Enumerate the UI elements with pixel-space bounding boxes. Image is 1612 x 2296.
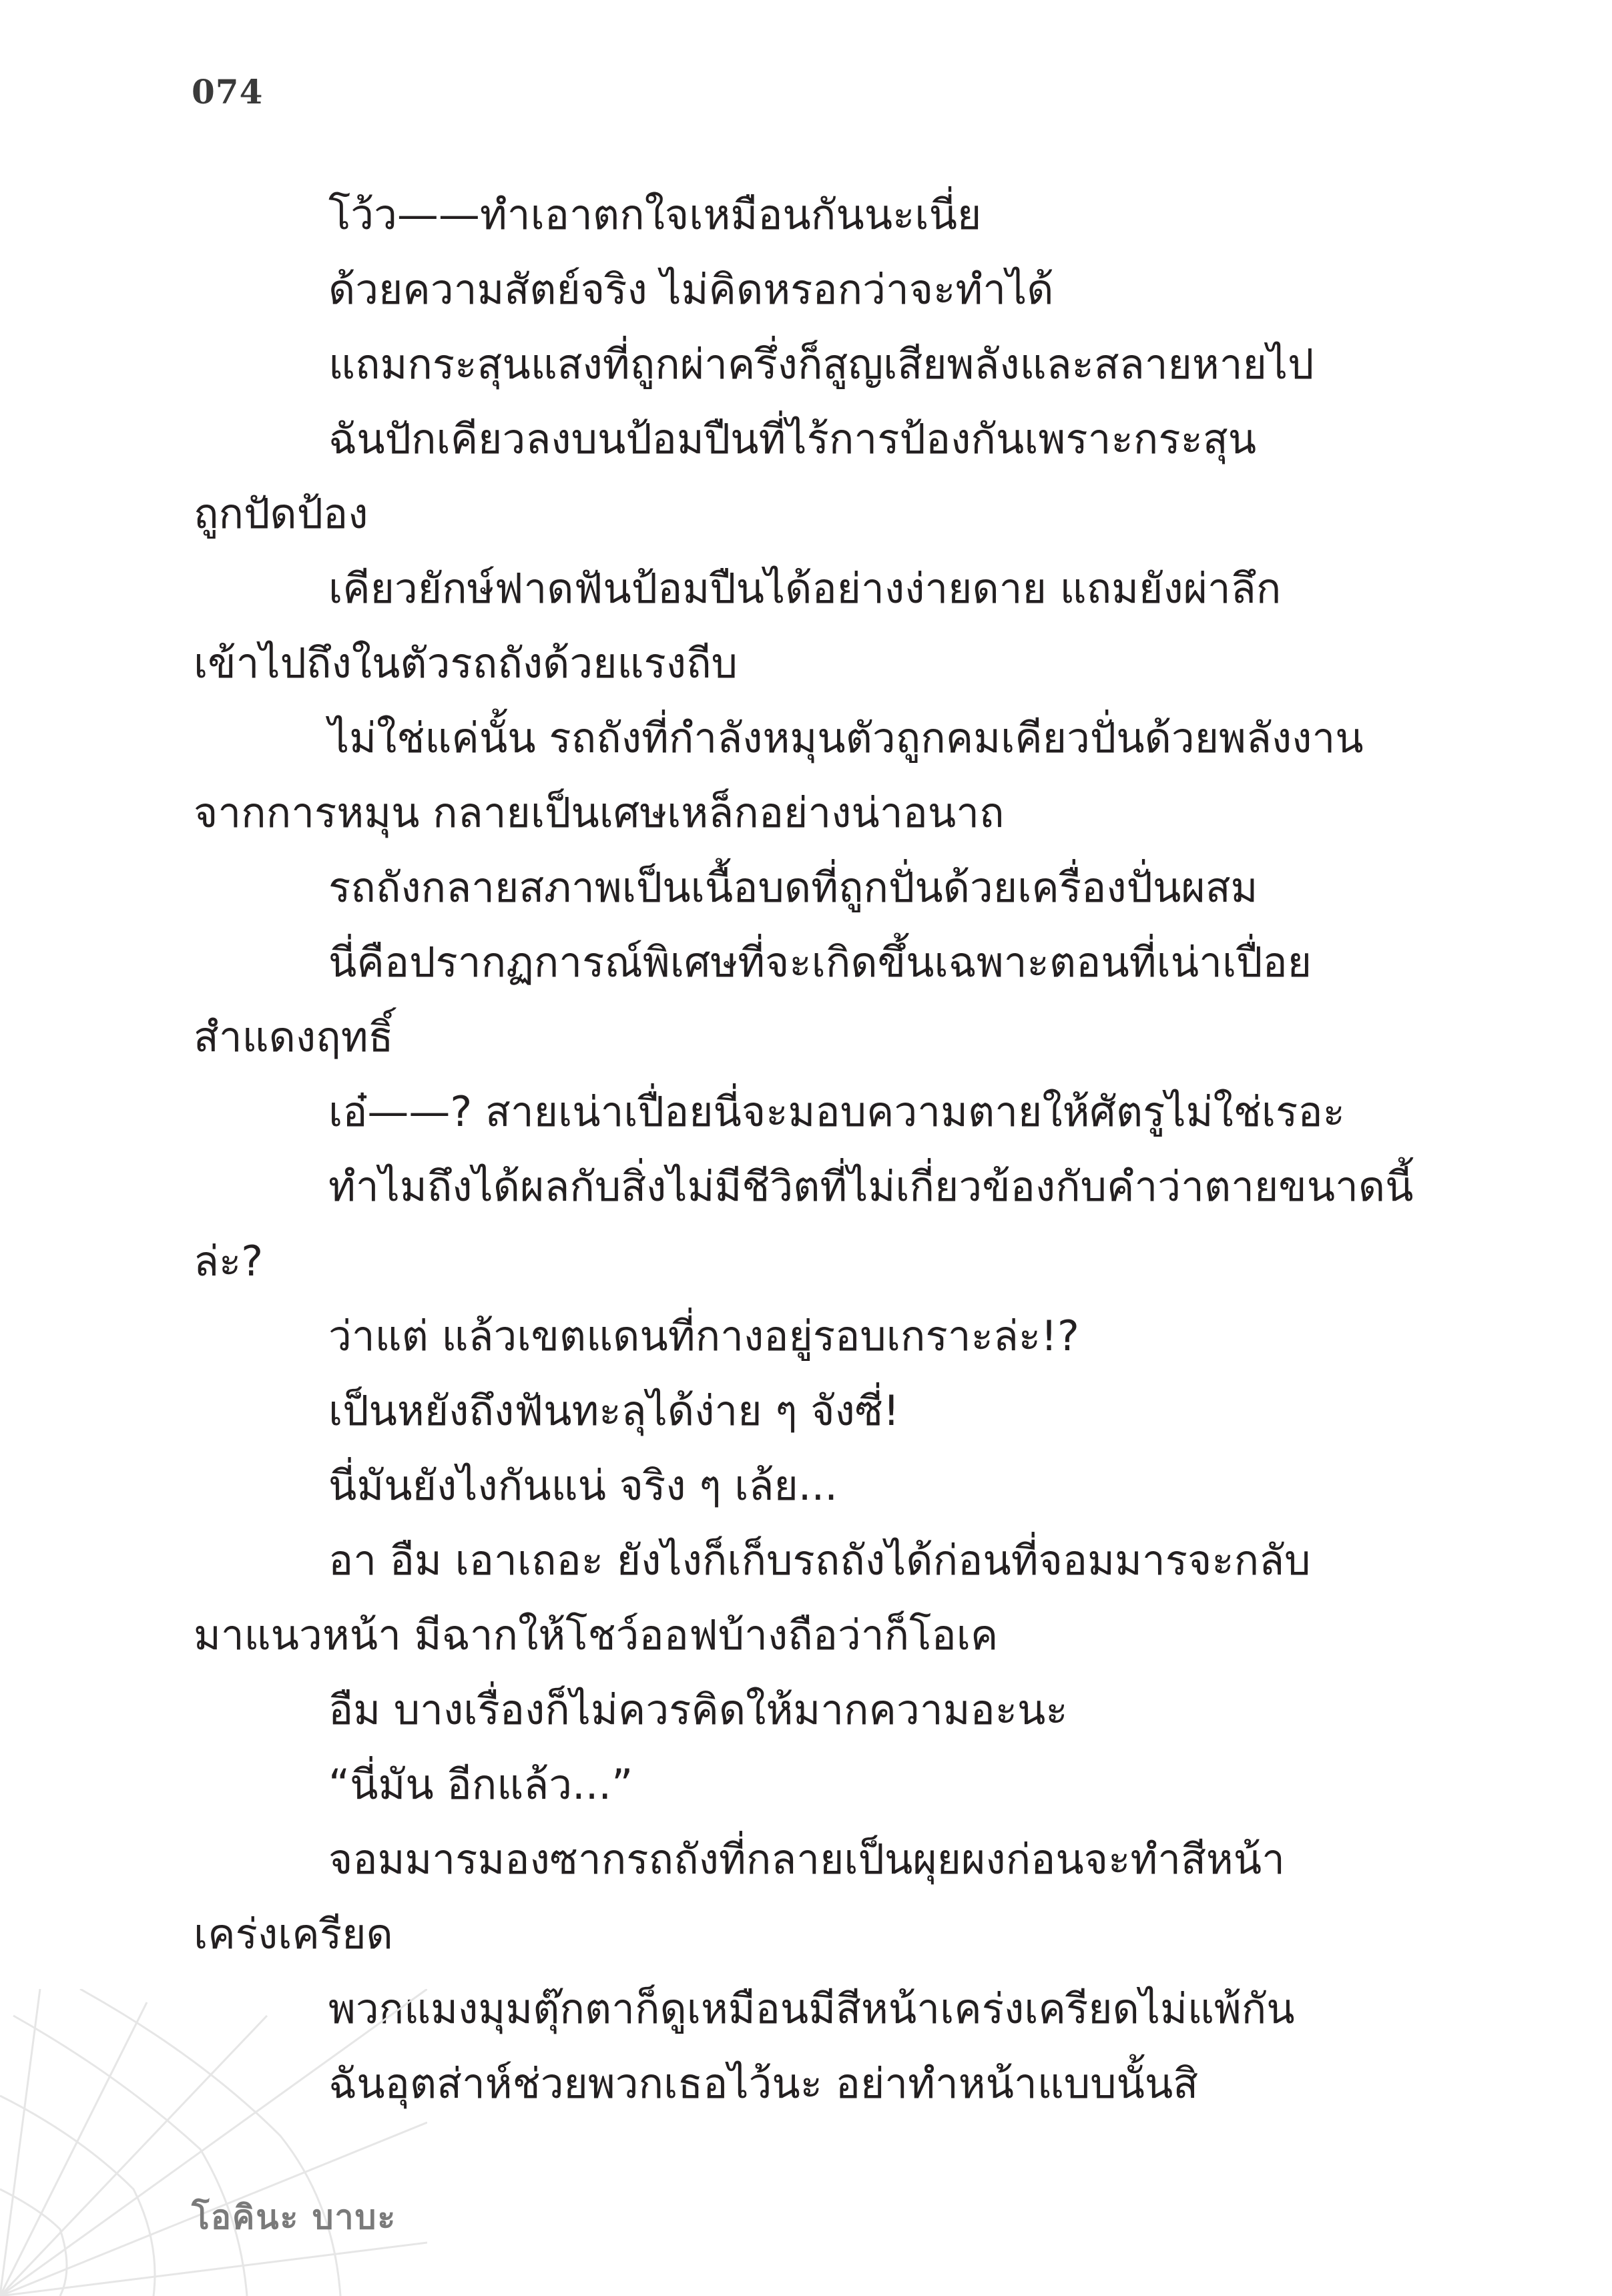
text-line: ด้วยความสัตย์จริง ไม่คิดหรอกว่าจะทำได้	[328, 265, 1054, 314]
text-line: โว้ว——ทำเอาตกใจเหมือนกันนะเนี่ย	[328, 190, 982, 239]
text-line: ฉันปักเคียวลงบนป้อมปืนที่ไร้การป้องกันเพราะกระสุน	[328, 414, 1257, 463]
text-line: อืม บางเรื่องก็ไม่ควรคิดให้มากความอะนะ	[328, 1685, 1068, 1734]
author-footer: โอคินะ บาบะ	[192, 2198, 397, 2237]
text-line: เคียวยักษ์ฟาดฟันป้อมปืนได้อย่างง่ายดาย แถมยังผ่าลึก	[328, 564, 1282, 613]
text-line: นี่คือปรากฏการณ์พิเศษที่จะเกิดขึ้นเฉพาะตอนที่เน่าเปื่อย	[328, 938, 1312, 986]
spider-web-decoration	[0, 1989, 427, 2296]
page-number: 074	[192, 72, 264, 111]
text-line: เข้าไปถึงในตัวรถถังด้วยแรงถีบ	[194, 639, 738, 687]
text-line: จอมมารมองซากรถถังที่กลายเป็นผุยผงก่อนจะทำสีหน้า	[328, 1835, 1285, 1884]
text-line: เอ๋——? สายเน่าเปื่อยนี่จะมอบความตายให้ศัตรูไม่ใช่เรอะ	[328, 1087, 1345, 1136]
text-line: แถมกระสุนแสงที่ถูกผ่าครึ่งก็สูญเสียพลังและสลายหายไป	[328, 340, 1314, 388]
text-line: ไม่ใช่แค่นั้น รถถังที่กำลังหมุนตัวถูกคมเคียวปั่นด้วยพลังงาน	[328, 713, 1364, 762]
text-line: อา อืม เอาเถอะ ยังไงก็เก็บรถถังได้ก่อนที่จอมมารจะกลับ	[328, 1536, 1311, 1585]
text-line: มาแนวหน้า มีฉากให้โชว์ออฟบ้างถือว่าก็โอเค	[194, 1611, 999, 1659]
text-line: สำแดงฤทธิ์	[194, 1013, 394, 1061]
text-line: จากการหมุน กลายเป็นเศษเหล็กอย่างน่าอนาถ	[194, 788, 1005, 837]
text-line: “นี่มัน อีกแล้ว...”	[328, 1760, 633, 1809]
text-line: ถูกปัดป้อง	[194, 489, 368, 538]
text-line: ฉันอุตส่าห์ช่วยพวกเธอไว้นะ อย่าทำหน้าแบบนั้นสิ	[328, 2059, 1199, 2108]
text-line: ทำไมถึงได้ผลกับสิ่งไม่มีชีวิตที่ไม่เกี่ยวข้องกับคำว่าตายขนาดนี้	[328, 1162, 1414, 1211]
text-line: ล่ะ?	[194, 1237, 264, 1285]
text-line: นี่มันยังไงกันแน่ จริง ๆ เล้ย...	[328, 1461, 838, 1510]
text-line: รถถังกลายสภาพเป็นเนื้อบดที่ถูกปั่นด้วยเครื่องปั่นผสม	[328, 863, 1258, 912]
text-line: ว่าแต่ แล้วเขตแดนที่กางอยู่รอบเกราะล่ะ!?	[328, 1312, 1079, 1360]
text-line: เคร่งเครียด	[194, 1910, 393, 1958]
text-line: พวกแมงมุมตุ๊กตาก็ดูเหมือนมีสีหน้าเคร่งเครียดไม่แพ้กัน	[328, 1984, 1295, 2033]
text-line: เป็นหยังถึงฟันทะลุได้ง่าย ๆ จังซี่!	[328, 1386, 900, 1435]
